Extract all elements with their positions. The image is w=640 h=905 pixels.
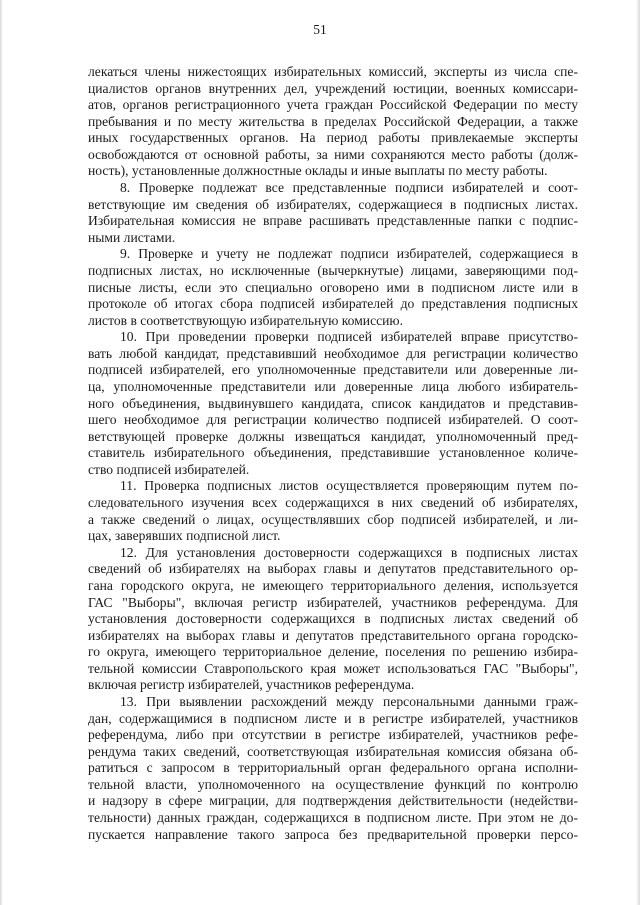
text-line: а также сведений о лицах, осуществлявших сбор подписей избирателей, и ли- [88,511,578,527]
text-line: вать любой кандидат, представивший необходимое для регистрации количество [88,345,578,361]
text-line: ветствующей проверке должны извещаться кандидат, уполномоченный пред- [88,428,578,444]
text-line: шего необходимое для регистрации количество подписей избирателей. О соот- [88,412,578,428]
text-line: гана городского округа, не имеющего территориального деления, используется [88,577,578,593]
text-line: ца, уполномоченные представители или доверенные лица любого избиратель- [88,378,578,394]
text-line: ратиться с запросом в территориальный орган федерального органа исполни- [88,760,578,776]
text-line: установления достоверности содержащихся в подписных листах сведений об [88,611,578,627]
text-line: освобождаются от основной работы, за ними сохраняются место работы (долж- [88,146,578,162]
text-line: тельности) данных граждан, содержащихся в подписном листе. При этом не до- [88,810,578,826]
text-line: ного объединения, выдвинувшего кандидата, список кандидатов и представив- [88,395,578,411]
text-line: 11. Проверка подписных листов осуществляется проверяющим путем по- [120,478,578,494]
text-line: подписных листах, но исключенные (вычеркнутые) лицами, заверяющими под- [88,262,578,278]
text-line: Избирательная комиссия не вправе расшивать представленные папки с подпис- [88,213,578,229]
paragraph [88,329,578,478]
text-line: го округа, имеющего территориальное деление, поселения по решению избира- [88,644,578,660]
text-line: цах, заверявших подписной лист. [88,528,281,544]
text-line: ность), установленные должностные оклады и иные выплаты по месту работы. [88,163,548,179]
text-line: ство подписей избирателей. [88,461,250,477]
text-line: избирателях на выборах главы и депутатов представительного органа городско- [88,627,578,643]
text-line: включая регистр избирателей, участников референдума. [88,677,415,693]
text-line: дан, содержащимися в подписном листе и в регистре избирателей, участников [88,710,578,726]
text-line: 13. При выявлении расхождений между персональными данными граж- [120,693,578,709]
text-line: писные листы, если это специально оговорено ими в подписном листе или в [88,279,578,295]
paragraph [88,246,578,329]
text-line: атов, органов регистрационного учета граждан Российской Федерации по месту [88,97,578,113]
text-line: пускается направление такого запроса без предварительной проверки персо- [88,826,578,842]
text-line: 9. Проверке и учету не подлежат подписи избирателей, содержащиеся в [120,246,578,262]
page-number: 51 [313,22,327,37]
paragraph [88,694,578,843]
text-line: иных государственных органов. На период работы привлекаемые эксперты [88,130,578,146]
text-line: ставитель избирательного объединения, представившие установленное количе- [88,445,578,461]
text-line: ветствующие им сведения об избирателях, содержащиеся в подписных листах. [88,196,578,212]
text-line: листов в соответствующую избирательную комиссию. [88,312,403,328]
scan-edge-left [0,0,3,905]
text-line: тельной власти, уполномоченного на осуществление функций по контролю [88,776,578,792]
document-body [88,64,578,843]
text-line: 10. При проведении проверки подписей избирателей вправе присутство- [120,329,578,345]
text-line: и надзору в сфере миграции, для подтверждения действительности (недействи- [88,793,578,809]
text-line: подписей избирателей, его уполномоченные представители или доверенные ли- [88,362,578,378]
text-line: 8. Проверке подлежат все представленные подписи избирателей и соот- [120,180,578,196]
text-line: протоколе об итогах сбора подписей избирателей до представления подписных [88,296,578,312]
text-line: пребывания и по месту жительства в пределах Российской Федерации, а также [88,113,578,129]
paragraph [88,180,578,246]
paragraph [88,64,578,180]
text-line: референдума, либо при отсутствии в регистре избирателей, участников рефе- [88,727,578,743]
text-line: следовательного изучения всех содержащихся в них сведений об избирателях, [88,495,578,511]
text-line: циалистов органов внутренних дел, учреждений юстиции, военных комиссари- [88,80,578,96]
text-line: тельной комиссии Ставропольского края может использоваться ГАС "Выборы", [88,660,578,676]
text-line: лекаться члены нижестоящих избирательных комиссий, эксперты из числа спе- [88,64,578,79]
paragraph [88,545,578,694]
text-line: рендума таких сведений, соответствующая избирательная комиссия обязана об- [88,743,578,759]
text-line: ными листами. [88,229,176,245]
paragraph [88,478,578,544]
scan-edge-right [636,0,640,905]
text-line: ГАС "Выборы", включая регистр избирателей, участников референдума. Для [88,594,578,610]
text-line: 12. Для установления достоверности содержащихся в подписных листах [120,544,578,560]
text-line: сведений об избирателях на выборах главы и депутатов представительного ор- [88,561,578,577]
